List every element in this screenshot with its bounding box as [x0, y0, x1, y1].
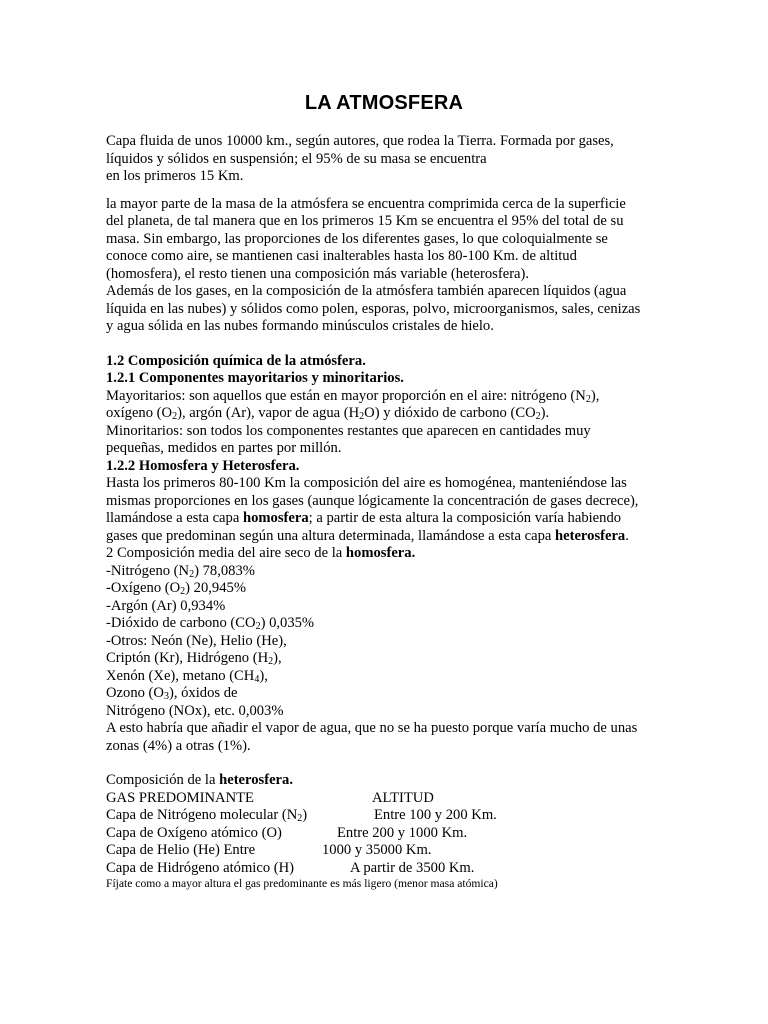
heterosfera-heading: Composición de la heterosfera. — [106, 772, 293, 788]
table-cell-gas: Capa de Nitrógeno molecular $(N_2)$ — [106, 807, 308, 824]
text-line: la mayor parte de la masa de la atmósfera se encuentra comprimida cerca de la superficie — [106, 195, 626, 212]
table-cell-gas: Capa de Helio (He) Entre — [106, 842, 256, 858]
table-row — [106, 860, 666, 878]
text-line: pequeñas, medidos en partes por millón. — [106, 440, 342, 456]
mass-paragraph — [106, 196, 666, 336]
mayoritarios-line-2: oxígeno $(O_2)$, argón (Ar), vapor de agua $(H_2O)$ y dióxido de carbono $(CO_2)$. — [106, 405, 550, 422]
text-line: zonas (4%) a otras (1%). — [106, 737, 251, 754]
text-line: conoce como aire, se mantienen casi inalterables hasta los 80-100 Km. de altitud — [106, 248, 577, 264]
heterosfera-line: gases que predominan según una altura determinada, llamándose a esta capa heterosfera. — [106, 527, 629, 544]
subsection-heading: 1.2.2 Homosfera y Heterosfera. — [106, 457, 300, 474]
text-line: (homosfera), el resto tienen una composición más variable (heterosfera). — [106, 265, 530, 282]
table-cell-altitud: Entre 100 y 200 Km. — [374, 807, 497, 823]
text-line: en los primeros 15 Km. — [106, 168, 244, 184]
text-line: y agua sólida en las nubes formando minúsculos cristales de hielo. — [106, 318, 494, 334]
gas-xe-ch4: Xenón (Xe), metano $(CH_4)$, — [106, 667, 268, 685]
composition-heading: 2 Composición media del aire seco de la homosfera. — [106, 545, 416, 561]
gas-nox: Nitrógeno (NOx), etc. 0,003% — [106, 702, 284, 719]
gas-nitrogen: -Nitrógeno $(N_2)$ 78,083% — [106, 562, 255, 580]
homosfera-line: llamándose a esta capa homosfera; a partir de esta altura la composición varía habiendo — [106, 510, 622, 526]
table-cell-altitud: 1000 y 35000 Km. — [322, 842, 432, 858]
table-cell-gas: Capa de Hidrógeno atómico (H) — [106, 859, 295, 876]
text-line: Hasta los primeros 80-100 Km la composición del aire es homogénea, manteniéndose las — [106, 475, 627, 491]
gas-ozone: Ozono $(O_3)$, óxidos de — [106, 685, 238, 702]
table-header-row — [106, 790, 666, 808]
column-header-altitud: ALTITUD — [372, 789, 434, 806]
table-row — [106, 842, 666, 860]
text-line: Minoritarios: son todos los componentes restantes que aparecen en cantidades muy — [106, 422, 591, 439]
text-line: Capa fluida de unos 10000 km., según autores, que rodea la Tierra. Formada por gases, — [106, 133, 614, 149]
table-cell-altitud: Entre 200 y 1000 Km. — [337, 824, 468, 841]
text-line: líquidos y sólidos en suspensión; el 95% de su masa se encuentra — [106, 150, 487, 167]
gas-others: -Otros: Neón (Ne), Helio (He), — [106, 632, 287, 649]
table-cell-gas: Capa de Oxígeno atómico (O) — [106, 824, 282, 841]
subsection-heading: 1.2.1 Componentes mayoritarios y minoritarios. — [106, 370, 404, 386]
document-body — [106, 133, 666, 891]
gas-kr-h2: Criptón (Kr), Hidrógeno $(H_2)$, — [106, 650, 282, 667]
intro-paragraph — [106, 133, 666, 186]
text-line: Además de los gases, en la composición de la atmósfera también aparecen líquidos (agua — [106, 283, 627, 299]
gas-oxygen: -Oxígeno $(O_2)$ 20,945% — [106, 580, 246, 597]
table-cell-altitud: A partir de 3500 Km. — [350, 859, 475, 876]
text-line: del planeta, de tal manera que en los primeros 15 Km se encuentra el 95% del total de su — [106, 213, 624, 229]
text-line: masa. Sin embargo, las proporciones de los diferentes gases, lo que coloquialmente se — [106, 230, 608, 247]
page-title: LA ATMOSFERA — [304, 92, 464, 114]
table-row — [106, 825, 666, 843]
mayoritarios-line-1: Mayoritarios: son aquellos que están en mayor proporción en el aire: nitrógeno $(N_2)$, — [106, 387, 600, 405]
heterosfera-table — [106, 790, 666, 878]
table-row — [106, 807, 666, 825]
column-header-gas: GAS PREDOMINANTE — [106, 789, 254, 806]
gas-argon: -Argón (Ar) 0,934% — [106, 597, 226, 614]
text-line: A esto habría que añadir el vapor de agua, que no se ha puesto porque varía mucho de unas — [106, 720, 638, 736]
gas-co2: -Dióxido de carbono $(CO_2)$ 0,035% — [106, 615, 315, 632]
section-heading: 1.2 Composición química de la atmósfera. — [106, 352, 366, 369]
text-line: líquida en las nubes) y sólidos como polen, esporas, polvo, microorganismos, sales, cenizas — [106, 300, 641, 317]
text-line: mismas proporciones en los gases (aunque lógicamente la concentración de gases decrece), — [106, 492, 639, 509]
footnote: Fíjate como a mayor altura el gas predominante es más ligero (menor masa atómica) — [106, 877, 498, 890]
